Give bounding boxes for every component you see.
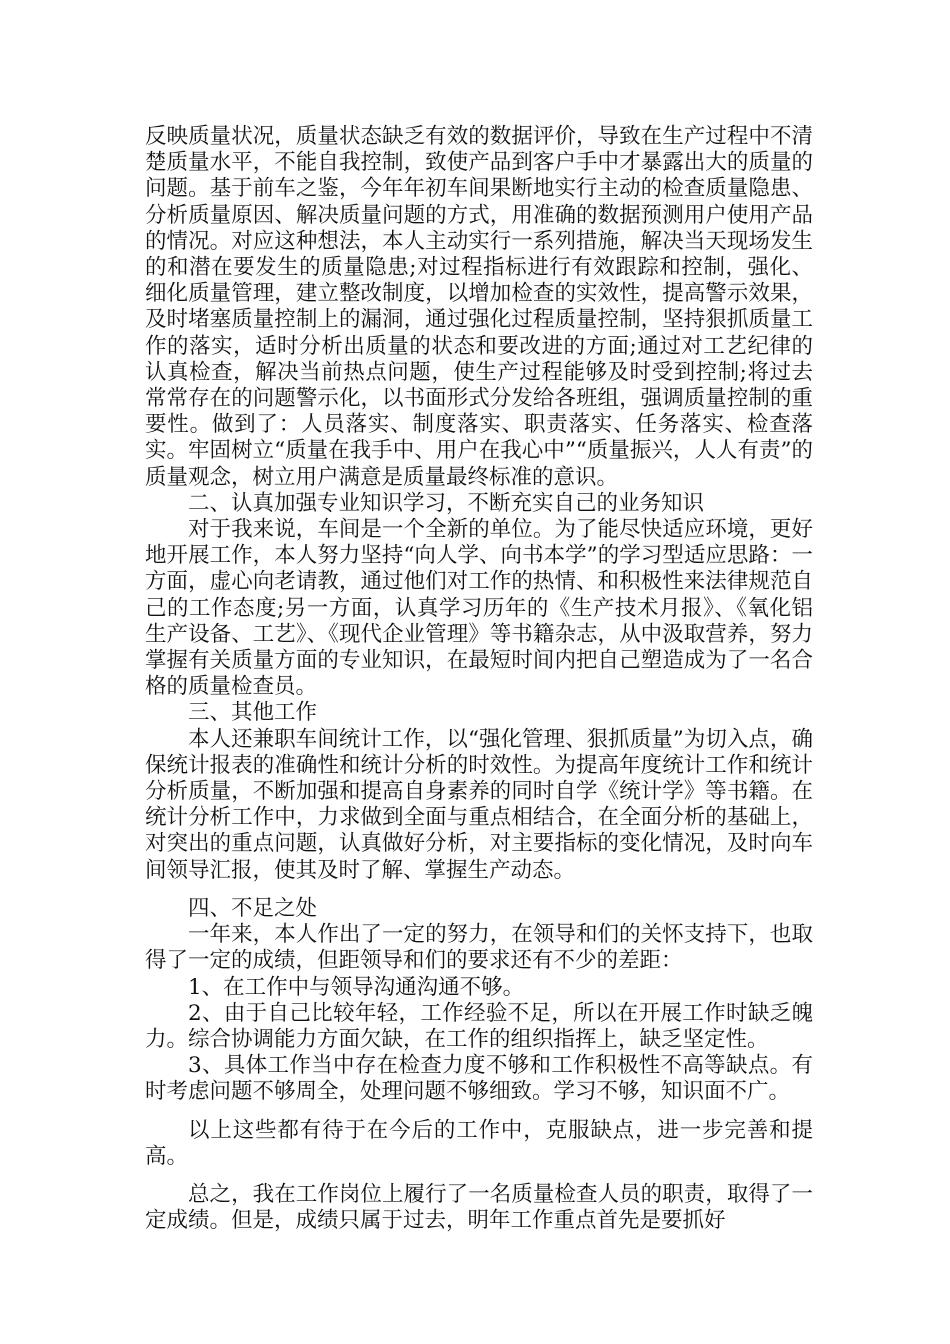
heading-section-2: 二、认真加强专业知识学习，不断充实自己的业务知识 [188,490,705,516]
paragraph-summary: 总之，我在工作岗位上履行了一名质量检查人员的职责，取得了一定成绩。但是，成绩只属于过去，明年工作重点首先是要抓好 [145,1181,813,1234]
document-page [145,124,813,1234]
paragraph-shortcomings-intro: 一年来，本人作出了一定的努力，在领导和们的关怀支持下，也取得了一定的成绩，但距领导和们的要求还有不少的差距： [145,922,813,974]
paragraph-quality-control: 反映质量状况，质量状态缺乏有效的数据评价，导致在生产过程中不清楚质量水平，不能自我控制，致使产品到客户手中才暴露出大的质量的问题。基于前车之鉴，今年年初车间果断地实行主动的检查质量隐患、分析质量原因、解决质量问题的方式，用准确的数据预测用户使用产品的情况。对应这种想法，本人主动实行一系列措施，解决当天现场发生的和潜在要发生的质量隐患;对过程指标进行有效跟踪和控制，强化、细化质量管理，建立整改制度，以增加检查的实效性，提高警示效果，及时堵塞质量控制上的漏洞，通过强化过程质量控制，坚持狠抓质量工作的落实，适时分析出质量的状态和要改进的方面;通过对工艺纪律的认真检查，解决当前热点问题，使生产过程能够及时受到控制;将过去常常存在的问题警示化，以书面形式分发给各班组，强调质量控制的重要性。做到了：人员落实、制度落实、职责落实、任务落实、检查落实。牢固树立“质量在我手中、用户在我心中”“质量振兴，人人有责”的质量观念，树立用户满意是质量最终标准的意识。 [145,124,813,490]
list-item-2: 2、由于自己比较年轻，工作经验不足，所以在开展工作时缺乏魄力。综合协调能力方面欠缺，在工作的组织指挥上，缺乏坚定性。 [145,1000,813,1052]
paragraph-improvement: 以上这些都有待于在今后的工作中，克服缺点，进一步完善和提高。 [145,1117,813,1169]
heading-section-3: 三、其他工作 [188,700,318,726]
paragraph-learning: 对于我来说，车间是一个全新的单位。为了能尽快适应环境，更好地开展工作，本人努力坚持“向人学、向书本学”的学习型适应思路：一方面，虚心向老请教，通过他们对工作的热情、和积极性来法律规范自己的工作态度;另一方面，认真学习历年的《生产技术月报》、《氧化铝生产设备、工艺》、《现代企业管理》等书籍杂志，从中汲取营养，努力掌握有关质量方面的专业知识，在最短时间内把自己塑造成为了一名合格的质量检查员。 [145,517,813,700]
paragraph-statistics: 本人还兼职车间统计工作，以“强化管理、狠抓质量”为切入点，确保统计报表的准确性和统计分析的时效性。为提高年度统计工作和统计分析质量，不断加强和提高自身素养的同时自学《统计学》等书籍。在统计分析工作中，力求做到全面与重点相结合，在全面分析的基础上，对突出的重点问题，认真做好分析，对主要指标的变化情况，及时向车间领导汇报，使其及时了解、掌握生产动态。 [145,726,813,883]
list-item-3: 3、具体工作当中存在检查力度不够和工作积极性不高等缺点。有时考虑问题不够周全，处理问题不够细致。学习不够，知识面不广。 [145,1053,813,1105]
heading-section-4: 四、不足之处 [188,895,318,921]
list-item-1: 1、在工作中与领导沟通沟通不够。 [188,974,525,1000]
